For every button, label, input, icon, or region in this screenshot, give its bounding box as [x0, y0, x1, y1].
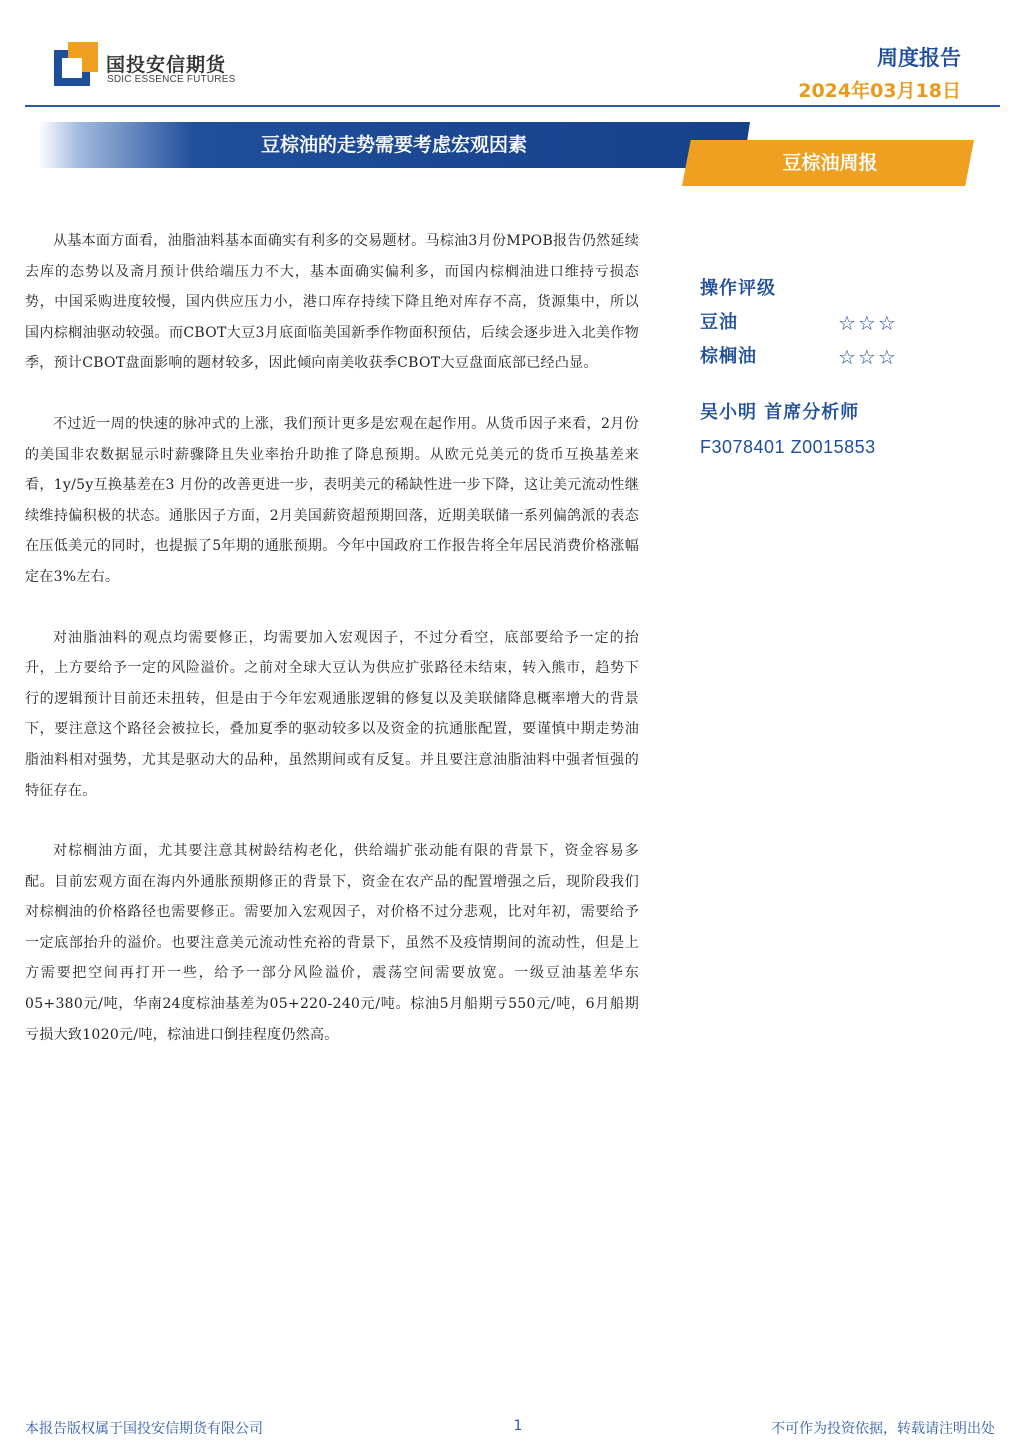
body-paragraph: 对油脂油料的观点均需要修正，均需要加入宏观因子，不过分看空，底部要给予一定的抬升，上方要给予一定的风险溢价。之前对全球大豆认为供应扩张路径未结束，转入熊市，趋势下行的逻辑预计目前还未扭转，但是由于今年宏观通胀逻辑的修复以及美联储降息概率增大的背景下，要注意这个路径会被拉长，叠加夏季的驱动较多以及资金的抗通胀配置，要谨慎中期走势油脂油料相对强势，尤其是驱动大的品种，虽然期间或有反复。并且要注意油脂油料中强者恒强的特征存在。	[25, 629, 639, 799]
report-category: 豆棕油周报	[782, 152, 878, 174]
brand-name-en: SDIC ESSENCE FUTURES	[107, 74, 236, 85]
sidebar	[700, 272, 930, 464]
rating-label: 棕榈油	[700, 346, 757, 367]
page-number: 1	[513, 1418, 523, 1434]
body-paragraph: 不过近一周的快速的脉冲式的上涨，我们预计更多是宏观在起作用。从货币因子来看，2月份的美国非农数据显示时薪骤降且失业率抬升助推了降息预期。从欧元兑美元的货币互换基差来看，1y/5y互换基差在3 月份的改善更进一步，表明美元的稀缺性进一步下降，这让美元流动性继续维持偏积极的状态。通胀因子方面，2月美国薪资超预期回落，近期美联储一系列偏鸽派的表态在压低美元的同时，也提振了5年期的通胀预期。今年中国政府工作报告将全年居民消费价格涨幅定在3%左右。	[25, 415, 639, 585]
brand-name-cn: 国投安信期货	[106, 54, 227, 76]
rating-label: 豆油	[700, 312, 738, 333]
report-type: 周度报告	[877, 46, 961, 70]
rating-row	[700, 340, 930, 374]
report-date: 2024年03月18日	[798, 80, 961, 102]
analyst-name: 吴小明 首席分析师	[700, 402, 860, 423]
analyst-license: F3078401 Z0015853	[700, 437, 876, 457]
body-paragraph: 从基本面方面看，油脂油料基本面确实有利多的交易题材。马棕油3月份MPOB报告仍然延续去库的态势以及斋月预计供给端压力不大，基本面确实偏利多，而国内棕榈油进口维持亏损态势，中国采购进度较慢，国内供应压力小，港口库存持续下降且绝对库存不高，货源集中，所以国内棕榈油驱动较强。而CBOT大豆3月底面临美国新季作物面积预估，后续会逐步进入北美作物季，预计CBOT盘面影响的题材较多，因此倾向南美收获季CBOT大豆盘面底部已经凸显。	[25, 233, 639, 372]
brand-logo-icon	[54, 42, 98, 86]
rating-stars-icon: ☆☆☆	[838, 345, 898, 369]
rating-row	[700, 306, 930, 340]
footer-disclaimer: 不可作为投资依据，转载请注明出处	[771, 1421, 995, 1437]
header-divider	[25, 105, 1000, 107]
rating-heading: 操作评级	[700, 278, 776, 299]
footer-copyright: 本报告版权属于国投安信期货有限公司	[25, 1421, 263, 1437]
rating-stars-icon: ☆☆☆	[838, 311, 898, 335]
report-title: 豆棕油的走势需要考虑宏观因素	[260, 134, 527, 156]
body-paragraph: 对棕榈油方面，尤其要注意其树龄结构老化，供给端扩张动能有限的背景下，资金容易多配。目前宏观方面在海内外通胀预期修正的背景下，资金在农产品的配置增强之后，现阶段我们对棕榈油的价格路径也需要修正。需要加入宏观因子，对价格不过分悲观，比对年初，需要给予一定底部抬升的溢价。也要注意美元流动性充裕的背景下，虽然不及疫情期间的流动性，但是上方需要把空间再打开一些，给予一部分风险溢价，震荡空间需要放宽。一级豆油基差华东05+380元/吨，华南24度棕油基差为05+220-240元/吨。棕油5月船期亏550元/吨，6月船期亏损大致1020元/吨，棕油进口倒挂程度仍然高。	[25, 843, 639, 1043]
report-body	[25, 226, 639, 1080]
